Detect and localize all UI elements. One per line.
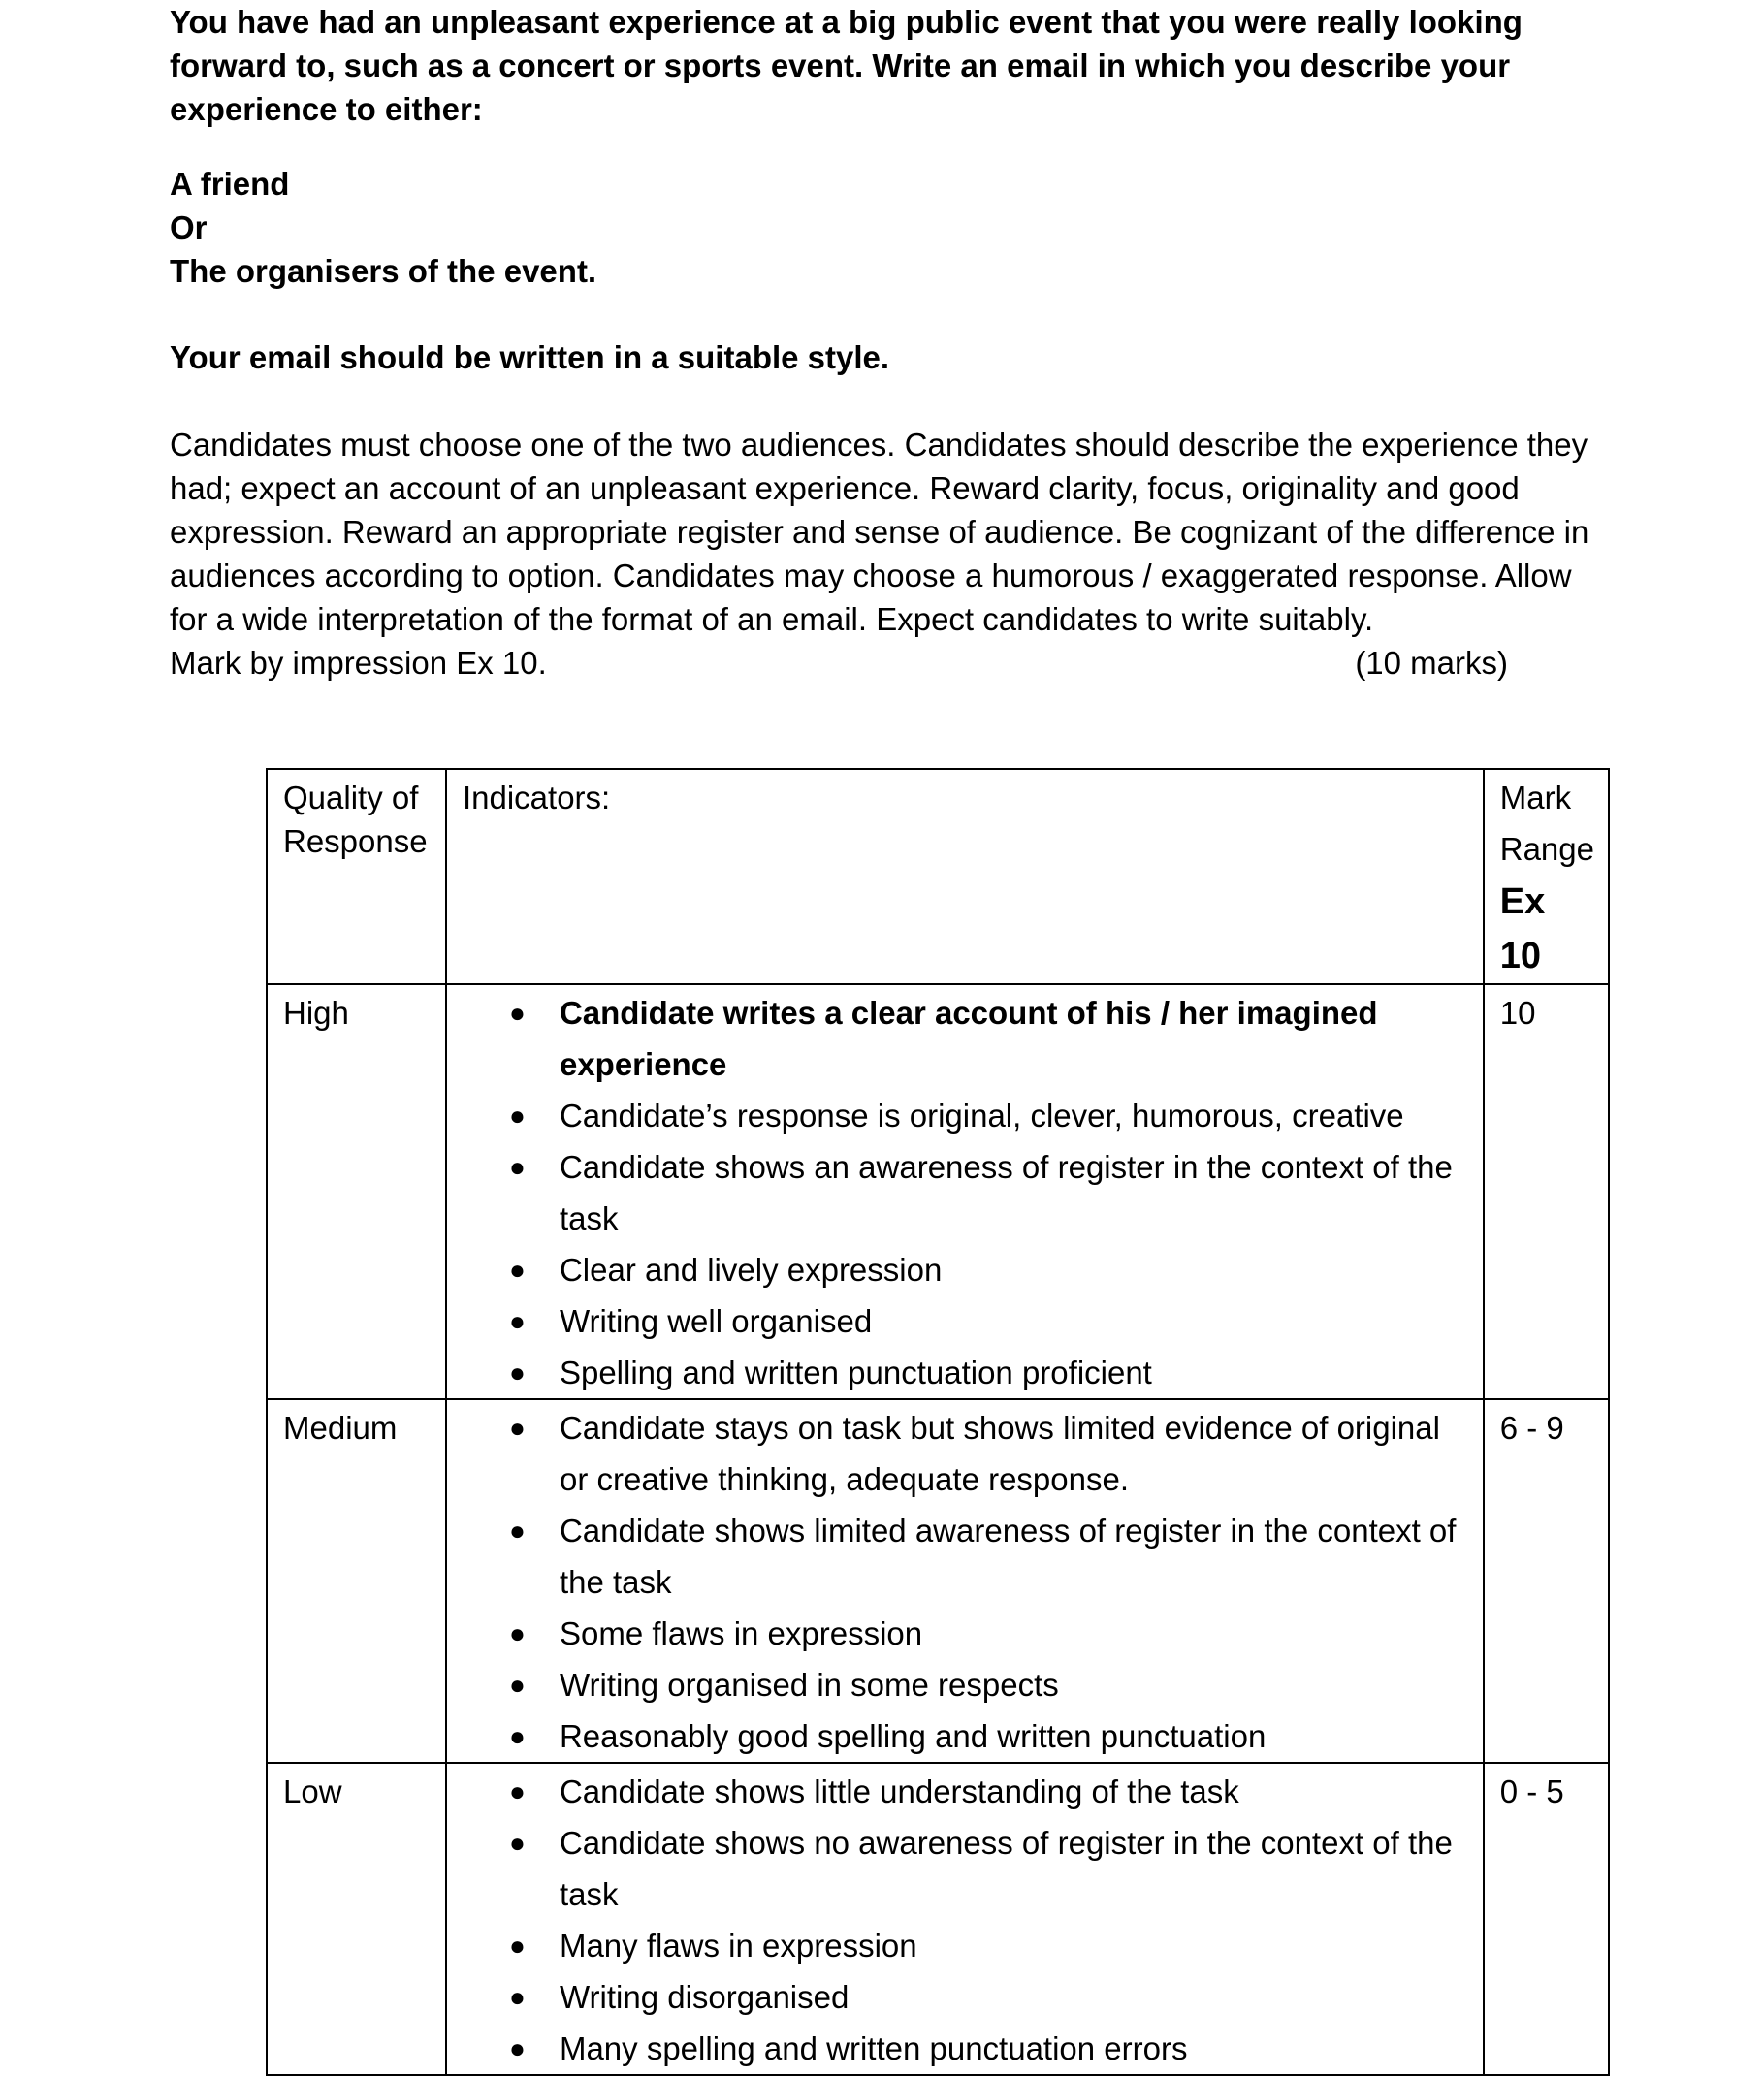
indicator-item: ● Writing disorganised (560, 1971, 1469, 2023)
indicator-item: ● Some flaws in expression (560, 1608, 1469, 1659)
indicator-item: ● Candidate stays on task but shows limited evidence of original or creative thinking, adequate response. (560, 1402, 1469, 1505)
bullet-icon: ● (508, 1255, 526, 1285)
indicators-cell (446, 1763, 1484, 2075)
mark-value: 6 - 9 (1484, 1399, 1609, 1763)
mark-value: 0 - 5 (1484, 1763, 1609, 2075)
quality-level: Medium (267, 1399, 446, 1763)
bullet-icon: ● (508, 1306, 526, 1336)
style-note: Your email should be written in a suitable style. (170, 339, 890, 375)
indicator-item: ● Clear and lively expression (560, 1244, 1469, 1295)
bullet-icon: ● (508, 1357, 526, 1388)
indicators-cell (446, 1399, 1484, 1763)
mark-line (170, 641, 1508, 685)
indicator-item: ● Writing organised in some respects (560, 1659, 1469, 1710)
rubric-row-high (267, 984, 1609, 1399)
indicators-cell (446, 984, 1484, 1399)
header-ex-label: Ex 10 (1499, 881, 1546, 976)
document-page (170, 0, 1624, 685)
indicator-item: ● Candidate’s response is original, clever, humorous, creative (560, 1090, 1469, 1141)
bullet-icon: ● (508, 1828, 526, 1858)
indicator-list (463, 1402, 1469, 1762)
bullet-icon: ● (508, 1618, 526, 1648)
mark-by-impression: Mark by impression Ex 10. (170, 645, 547, 681)
quality-level: High (267, 984, 446, 1399)
indicator-item: ● Candidate shows limited awareness of register in the context of the task (560, 1505, 1469, 1608)
indicator-item: ● Spelling and written punctuation proficient (560, 1347, 1469, 1398)
indicator-list (463, 987, 1469, 1398)
bullet-icon: ● (508, 1982, 526, 2012)
bullet-icon: ● (508, 1776, 526, 1806)
indicator-item: ● Writing well organised (560, 1295, 1469, 1347)
audience-option-friend: A friend (170, 166, 290, 202)
rubric-row-low (267, 1763, 1609, 2075)
indicator-item: ● Candidate shows no awareness of register in the context of the task (560, 1817, 1469, 1920)
task-heading: You have had an unpleasant experience at a big public event that you were really looking forward to, such as a concert or sports event. Write an email in which you describe your experience to either: (170, 4, 1523, 127)
header-mark-range-label: Mark Range (1499, 780, 1594, 867)
quality-level: Low (267, 1763, 446, 2075)
indicator-item: ● Reasonably good spelling and written punctuation (560, 1710, 1469, 1762)
indicator-item: ● Candidate writes a clear account of his / her imagined experience (560, 987, 1469, 1090)
total-marks: (10 marks) (1355, 645, 1508, 681)
indicator-item: ● Many flaws in expression (560, 1920, 1469, 1971)
indicator-item: ● Many spelling and written punctuation errors (560, 2023, 1469, 2074)
bullet-icon: ● (508, 1721, 526, 1751)
rubric-header-row (267, 769, 1609, 984)
indicator-item: ● Candidate shows an awareness of register in the context of the task (560, 1141, 1469, 1244)
rubric-table (266, 768, 1610, 2076)
bullet-icon: ● (508, 1101, 526, 1131)
audience-option-organisers: The organisers of the event. (170, 253, 597, 289)
header-mark-range (1484, 769, 1609, 984)
bullet-icon: ● (508, 1670, 526, 1700)
header-indicators: Indicators: (446, 769, 1484, 984)
bullet-icon: ● (508, 1152, 526, 1182)
audience-options (170, 162, 1624, 293)
marking-guidance: Candidates must choose one of the two audiences. Candidates should describe the experience they had; expect an account of an unpleasant experience. Reward clarity, focus, originality and good expression. Reward an appropriate register and sense of audience. Be cognizant of the difference in audiences according to option. Candidates may choose a humorous / exaggerated response. Allow for a wide interpretation of the format of an email. Expect candidates to write suitably. (170, 427, 1589, 637)
indicator-list (463, 1766, 1469, 2074)
bullet-icon: ● (508, 1516, 526, 1546)
audience-option-or: Or (170, 209, 208, 245)
bullet-icon: ● (508, 1931, 526, 1961)
indicator-item: ● Candidate shows little understanding of the task (560, 1766, 1469, 1817)
bullet-icon: ● (508, 998, 526, 1028)
header-quality: Quality of Response (267, 769, 446, 984)
bullet-icon: ● (508, 2033, 526, 2063)
mark-value: 10 (1484, 984, 1609, 1399)
rubric-row-medium (267, 1399, 1609, 1763)
bullet-icon: ● (508, 1413, 526, 1443)
